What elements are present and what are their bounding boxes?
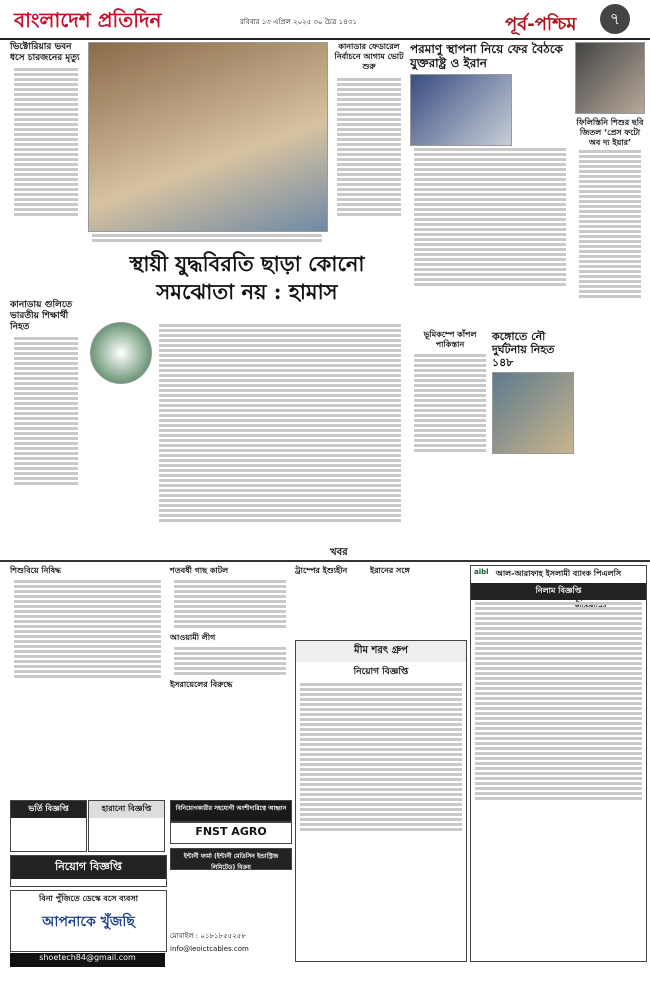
- meem-sharat-ad: মীম শরৎ গ্রুপ নিয়োগ বিজ্ঞপ্তি: [295, 640, 467, 962]
- brief-child-marriage: শিশুবিয়ে নিষিদ্ধ: [10, 565, 165, 800]
- ad-body: [296, 683, 466, 831]
- dateline: রবিবার ১৩ এপ্রিল ২০২৫ ৩০ চৈত্র ১৪৩১: [240, 18, 357, 26]
- investor-ad: বিনিয়োগকারীর সহযোগী অংশীদারিত্বে আহ্বান: [170, 800, 292, 822]
- congo-boat-photo: [492, 372, 574, 454]
- body-text-lines: [170, 580, 290, 628]
- story-title: কঙ্গোতে নৌ দুর্ঘটনায় নিহত ১৪৮: [492, 330, 555, 369]
- brief-iran: ইরানের সঙ্গে: [370, 566, 410, 575]
- ad-email: info@leoictcables.com: [170, 945, 249, 953]
- story-pakistan-quake: [410, 330, 490, 540]
- mobile-number: মোবাইল : ০১৮১৮৫৫২৫৮: [170, 932, 246, 940]
- story-canada-election: [333, 42, 405, 282]
- email-line: shoetech84@gmail.com: [10, 953, 165, 967]
- main-headline: স্থায়ী যুদ্ধবিরতি ছাড়া কোনো সমঝোতা নয় : হামাস: [129, 251, 365, 304]
- body-text-lines: [333, 78, 405, 216]
- story-nuclear-talks: [410, 42, 570, 342]
- main-story-body: [155, 322, 405, 542]
- admission-ad: ভর্তি বিজ্ঞপ্তি: [10, 800, 87, 852]
- body-text-lines: [10, 68, 82, 216]
- body-text-lines: [170, 647, 290, 675]
- pharma-ad: ইন্টার্নী ফার্মা (ইন্টার্নী মেডিসিন ইন্ডাস্ট্রিজ লিমিটেড) বিক্রয়: [170, 848, 292, 870]
- bank-logo: aibl: [474, 568, 489, 576]
- ad-body: [471, 602, 646, 800]
- story-building-collapse: [10, 42, 82, 277]
- page-number: ৭: [600, 4, 630, 34]
- photo-caption: [88, 232, 326, 246]
- protest-photo: [88, 42, 328, 232]
- hamas-logo: [90, 322, 152, 384]
- story-title: কানাডায় গুলিতে ভারতীয় শিক্ষার্থী নিহত: [10, 300, 73, 332]
- story-canada-shooting: [10, 300, 82, 540]
- body-text-lines: [10, 337, 82, 485]
- story-title: ভিক্টোরিয়ার ভবন ধসে চারজনের মৃত্যু: [10, 42, 80, 63]
- newspaper-logo: বাংলাদেশ প্রতিদিন: [14, 8, 162, 32]
- child-photo: [575, 42, 645, 114]
- story-title: ভূমিকম্পে কাঁপল পাকিস্তান: [423, 330, 477, 349]
- bank-auction-ad: আল-আরাফাহ ইসলামী ব্যাংক পিএলসি নিলাম বিজ্ঞপ্তি: [470, 565, 647, 962]
- masthead: [0, 0, 650, 40]
- body-text-lines: [575, 150, 645, 298]
- brief-trump: ট্রাম্পের ইশ্যুহীন: [295, 566, 348, 575]
- story-title: পরমাণু স্থাপনা নিয়ে ফের বৈঠকে যুক্তরাষ্ট্র ও ইরান: [410, 42, 563, 70]
- job-ad: নিয়োগ বিজ্ঞপ্তি: [10, 855, 167, 887]
- diplomats-photo: [410, 74, 512, 146]
- business-ad: বিনা পুঁজিতে ডেস্কে বসে ব্যবসা আপনাকে খুঁজছি: [10, 890, 167, 952]
- agro-ad: FNST AGRO: [170, 822, 292, 844]
- section-title: পূর্ব-পশ্চিম: [505, 14, 577, 35]
- body-text-lines: [410, 354, 490, 452]
- story-title: ফিলিস্তিনি শিশুর ছবি জিতল ‘প্রেস ফটো অব দ্য ইয়ার’: [576, 118, 644, 147]
- brief-tree-cut: শতবর্ষী গাছ কাটল আওয়ামী লীগ ইসরায়েলের বিরুদ্ধে: [170, 565, 290, 800]
- story-title: কানাডার ফেডারেল নির্বাচনে আগাম ভোট শুরু: [334, 42, 404, 71]
- story-congo-title: [492, 330, 572, 370]
- body-text-lines: [10, 580, 165, 678]
- main-story: [88, 250, 406, 320]
- lost-notice-ad: হারানো বিজ্ঞপ্তি: [88, 800, 165, 852]
- body-text-lines: [410, 148, 570, 286]
- section-divider: [0, 560, 650, 562]
- khobor-label: খবর: [330, 547, 348, 558]
- story-press-photo: [575, 42, 645, 582]
